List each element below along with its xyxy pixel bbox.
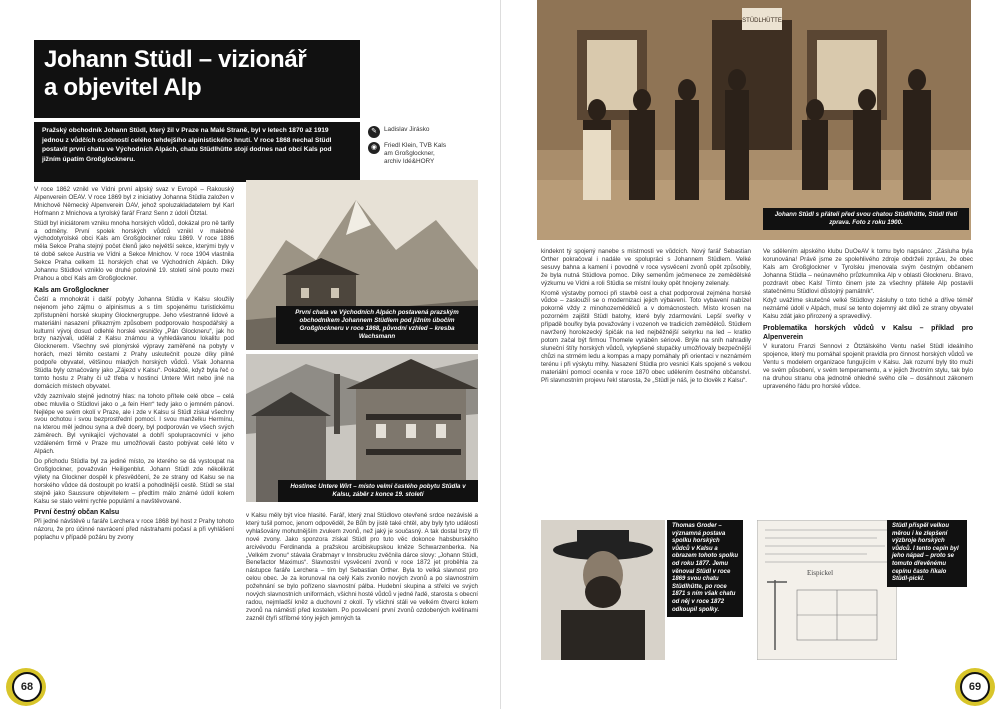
- paragraph: V roce 1862 vznikl ve Vídni první alpský svaz v Evropě – Rakouský Alpenverein OEAV. V roce 1869 byl z iniciativy Johanna Stüdla založen v Mnichově Německý Alpenverein DAV, jehož spoluzakladatelem byl Karl Hofmann z Mnichova a tyrolský farář Franz Senn z údolí Ötztal.: [34, 186, 234, 217]
- title-line-1: Johann Stüdl – vizionář: [44, 46, 307, 73]
- hut-sign-text: STÜDLHÜTTE: [742, 18, 782, 24]
- paragraph: vždy zaznívalo stejně jednotný hlas: na tohoto přítele celé obce – celá obec mluvila o Stüdlovi jako o „a fein Herr“ tedy jako o jemném pánovi. Nejlépe ve svém okolí v Praze, ale i zde v Kalsu si Stüdl získal všechny svou ochotou i svou bezprostřední pomocí. I svou manželku Hermínu, na kterou měl jednou syna a dvě dcery, byl podporován ve všech svých záměrech. Byl vynikající výchovatel a dobří spolupracovníci v jeho vzdáleném firmě v Praze mu umožňovali často pobývat celé léto v Alpách.: [34, 392, 234, 456]
- paragraph: v Kalsu měly být více hlasité. Farář, který znal Stüdlovo otevřené srdce nezávislé a který tušil pomoc, jenom odpověděl, že Bůh by jistě také chtěl, aby byly tyto události vyhlašovány mohutnějším zvukem zvonů, než jaký je současný. A tak dostal brzy tři nové zvony. Jako sponzora získal Stüdl pro tuto věc dokonce habsburského arcivévodu Ferdinanda a pražskou arcibiskupskou kněze Schwarzenberka. Na „Velkém zvonu“ stávala Grabmayr v Innsbrucku zvěčnila dárce slovy: „Johann Stüdl, Benefactor Maximus“. Slavnostní vysvěcení zvonů v roce 1872 jet proběhla za nástupce faráře Lerchera – tím byl Sebastian Orther. Byla to velká slavnost pro celou obec. Je za korunoval na celý Kals zvonilo nových zvonů a po slavnostním požehnání se bylo pořízeno slavnostní pálba. Hudební skupina a střelci ve svých nových slavnostních uniformách, všichni hosté vůdců v jedné řadě, starosta s obecní radou, nejmladší kněz a duchovní z okolí. Ty všichni stáli ve velkém čtverci kolem zvonů na náměstí před kostelem. Po posvěcení první zvonů ozdobených květinami zazněl čtyři stříbrné tóny jejich jemných ta: [246, 512, 478, 622]
- paragraph: V kuratoru Franzi Sennovi z Ötztálského Ventu našel Stüdl ideálního spojence, který mu pomáhal spojenit pravidla pro činnost horských vůdců ve Ventu s modelem organizace fungujícím v Kalsu. Jak rozumí byly tito muži ve svém působení, v svém temperamentu, a v jejich životním stylu, tak bylo na druhou stranu oba jednotně ohledné svého cíle – dosáhnout zákonem upraveného řádu pro horské vůdce.: [763, 343, 973, 390]
- page-number-left: 68: [12, 672, 42, 702]
- pen-icon: ✎: [368, 126, 380, 138]
- right-page: [500, 0, 1000, 709]
- photo-credit-line: Friedl Klein, TVB Kals: [384, 142, 447, 149]
- right-text-column-2: [763, 248, 973, 510]
- article-title-box: [34, 40, 360, 118]
- title-line-2: a objevitel Alp: [44, 74, 202, 101]
- section-heading: Problematika horských vůdců v Kalsu – příklad pro Alpenverein: [763, 325, 973, 342]
- photo-credit-line: am Großglockner,: [384, 150, 435, 157]
- paragraph: kindeknt tý spojený nanebe s mistrnosti ve vůdcích. Nový farář Sebastian Orther pokračoval i nadále ve spolupráci s Johannem Stüdlem. Velké sesuvy bahna a kamení i povodně v roce vysvěcení zvonů opět způsobily, že byla nutná Stüdlova pomoc. Díky semenům ječmenece ze zemědělské výzkumu ve Vídni a roli Stüdla se místní louky opět hnojeny zelenaly.: [541, 248, 751, 287]
- paragraph: Do přichodu Stüdla byl za jediné místo, ze kterého se dá vystoupat na Großglockner, považován Heiligenblut. Johann Stüdl zde několikrát výlety na Glockner dospěl k přesvědčení, že ze strany od Kalsu se na horského vůdce dá dostoupit po kratší a pohodlnější cestě. Stüdl se stal stejně jako Saussure objevitelem – předtím málo známé údolí kolem Kalsu se stalo velmi rychle populární a navštěvované.: [34, 458, 234, 505]
- paragraph: Kromě výstavby pomoci při stavbě cest a chat podporoval zejména horské vůdce – zasloužil se o modernizaci jejich výbavení. Toto vybavení nabízel pokorně vždy z minohozemědělců a v domácnostech. Místo krosen na pozorném zajištil Stüdl batohy, které byly zdarmováni. Lepší sveřky v případě bouřky byla považovány i vozenoh ve tradicích zemědělců. Stüdlem navržený horolezecký špičák na led nejběžnější sekyrku na led – kratko potom začal být firmou Thomele vyráběn sériově. Brýle na sníh nahradily sluneční štíty horských vůdců, vylepšené stupačky umožňovaly bezpečnější chůzi na strmém ledu a kompas a mapy pomáhaly při orientaci v neznámém terénu i při výskytu mlhy. Nasazení Stüdla pro vesnici Kals spojené s velkou materiální pomocí ocenila v roce 1870 obec udělením čestného občanství. Při slavnostním projevu řekl starosta, že „Stüdl je náš, je to člověk z Kalsu“.: [541, 289, 751, 384]
- ice-axe-caption: Stüdl přispěl velkou měrou i ke zlepšení výzbroje horských vůdců. I tento cepín byl jeho nápad – proto se tomuto dřevěnému cepínu často říkalo Stüdl-pickl.: [887, 520, 967, 587]
- article-credits: [368, 126, 478, 170]
- groder-portrait-svg: [541, 520, 665, 660]
- paragraph: Ve sdělením alpského klubu DuOeAV k tomu bylo napsáno: „Zásluha byla korunována! Právě jsme ze spolehlivého zdroje obdrželi zprávu, že obec Kals am Großglockner v Tyrolsku jmenovala svým čestným občanem Johanna Stüdla – neúnavného průzkumníka Alp v oblasti Glockneru. Bravo, pozdravit obec Kals! Tímto činem jste za všechny přátele Alp postavili statečnému Stüdlovi důstojný památník“.: [763, 248, 973, 295]
- document-heading: Eispickel: [807, 569, 834, 577]
- paragraph: Čeští a mnohokrát i další pobyty Johanna Stüdla v Kalsu sloužily nejenom jeho zájmu o alpinismus a s tím spojenému turistickému zpřístupnění horské skupiny Glocknergruppe. Jeho všestranné lidové a materiální nasazení přikazným způsobem podporovalo hospodářský a kulturní vývoj dosud odlehlé horské vesničky „Pán Glockneru“, jak ho brzy nazývali, udělal z Kalsu známou a vyhledávanou lokalitu pod Glocknerem. Všechny své plonýrské výpravy zaměřené na pobyty v horách, mezi těmito cestami z Prahy uskutečnit pouze díky pilné podpoře obyvatel, většinou mladých horských vůdců. Však Johanna Stüdla byly označovány jako „Zájezd v Kalsu“. Pokaždé, když byla řeč o tomto hostu z Prahy či už třeba v hostinci Untere Wirt nebo jiné na domácích místech obyvatel.: [34, 295, 234, 390]
- groder-caption: Thomas Groder – významná postava spolku horských vůdců v Kalsu a obrazem tohoto spolku od roku 1877. Jemu věnoval Stüdl v roce 1869 svou chatu Stüdlhütte, po roce 1871 s ním však chatu od něj v roce 1872 odkoupil spolky.: [667, 520, 743, 617]
- ice-axe-document: [757, 520, 897, 660]
- page-number-right: 69: [960, 672, 990, 702]
- group-photo-svg: [537, 0, 971, 240]
- middle-text-column: [246, 512, 478, 672]
- photo-credit: [368, 142, 478, 166]
- author-name: Ladislav Jirásko: [384, 126, 430, 133]
- article-title: [44, 46, 350, 102]
- article-lead: Pražský obchodník Johann Stüdl, který žil v Praze na Malé Straně, byl v letech 1870 až 1919 jednou z vůdčích osobností celého tehdejšího alpinistického hnutí. V roce 1868 nechal Stüdl postavit první chatu ve Východních Alpách, chatu Stüdlhütte stojí dodnes nad obcí Kals pod jižním úpatím Großglockneru.: [34, 122, 360, 182]
- section-heading: Kals am Großglockner: [34, 286, 109, 294]
- paragraph: Když uvážíme skutečné velké Stüdlovy zásluhy o toto tiché a dříve téměř neznámé údolí v Alpách, musí se tento dojemný akt díků ze strany obyvatel Kalsu zdát jako přirozený a spravedlivý.: [763, 297, 973, 321]
- group-caption: Johann Stüdl s přáteli před svou chatou Stüdlhütte, Stüdl třetí zprava. Foto z roku 1900.: [763, 208, 969, 230]
- camera-icon: ◉: [368, 142, 380, 154]
- left-text-column: [34, 186, 234, 672]
- ice-axe-document-svg: [757, 520, 897, 660]
- inn-caption: Hostinec Untere Wirt – místo velmi častého pobytu Stüdla v Kalsu, záběr z konce 19. století: [278, 480, 478, 502]
- photo-credit-line: archiv Idé&HORY: [384, 158, 435, 165]
- right-text-column-1: [541, 248, 751, 510]
- paragraph: Stüdl byl iniciátorem vzniku mnoha horských vůdců, dokázal pro ně tarify a odměny. První spolek horských vůdců vznikl v malebné východotyrolské obci Kals am Großglockner roku 1869. V roce 1886 měla Sekce Praha stejný počet členů jako největší sekce, kterými byly v té době sekce Austria ve Vídni a Sekce Mnichov. V roce 1904 vlastnila Sekce Praha celkem 11 horských chat ve Východních Alpách. Díky Johannu Stüdlovi vzniklo ve druhé polovině 19. století síně pouto mezi Prahou a obcí Kals am Großglockner.: [34, 219, 234, 282]
- author-credit: [368, 126, 478, 138]
- paragraph: Při jedné návštěvě u faráře Lerchera v roce 1868 byl host z Prahy tohoto názoru, že pro účinné navrácení před nástrahami počasí a při vyhlášení poplachu v případě požáru by zvony: [34, 518, 234, 542]
- groder-portrait: [541, 520, 665, 660]
- photo-credit-text: [384, 142, 446, 166]
- section-heading: První čestný občan Kalsu: [34, 509, 120, 517]
- group-photo: [537, 0, 971, 240]
- hut-caption: První chata ve Východních Alpách postavená prazským obchodníkem Johannem Stüdlem pod jižním úbočím Großglockneru v roce 1868, původní vzhled – kresba Wachsmann: [276, 306, 478, 344]
